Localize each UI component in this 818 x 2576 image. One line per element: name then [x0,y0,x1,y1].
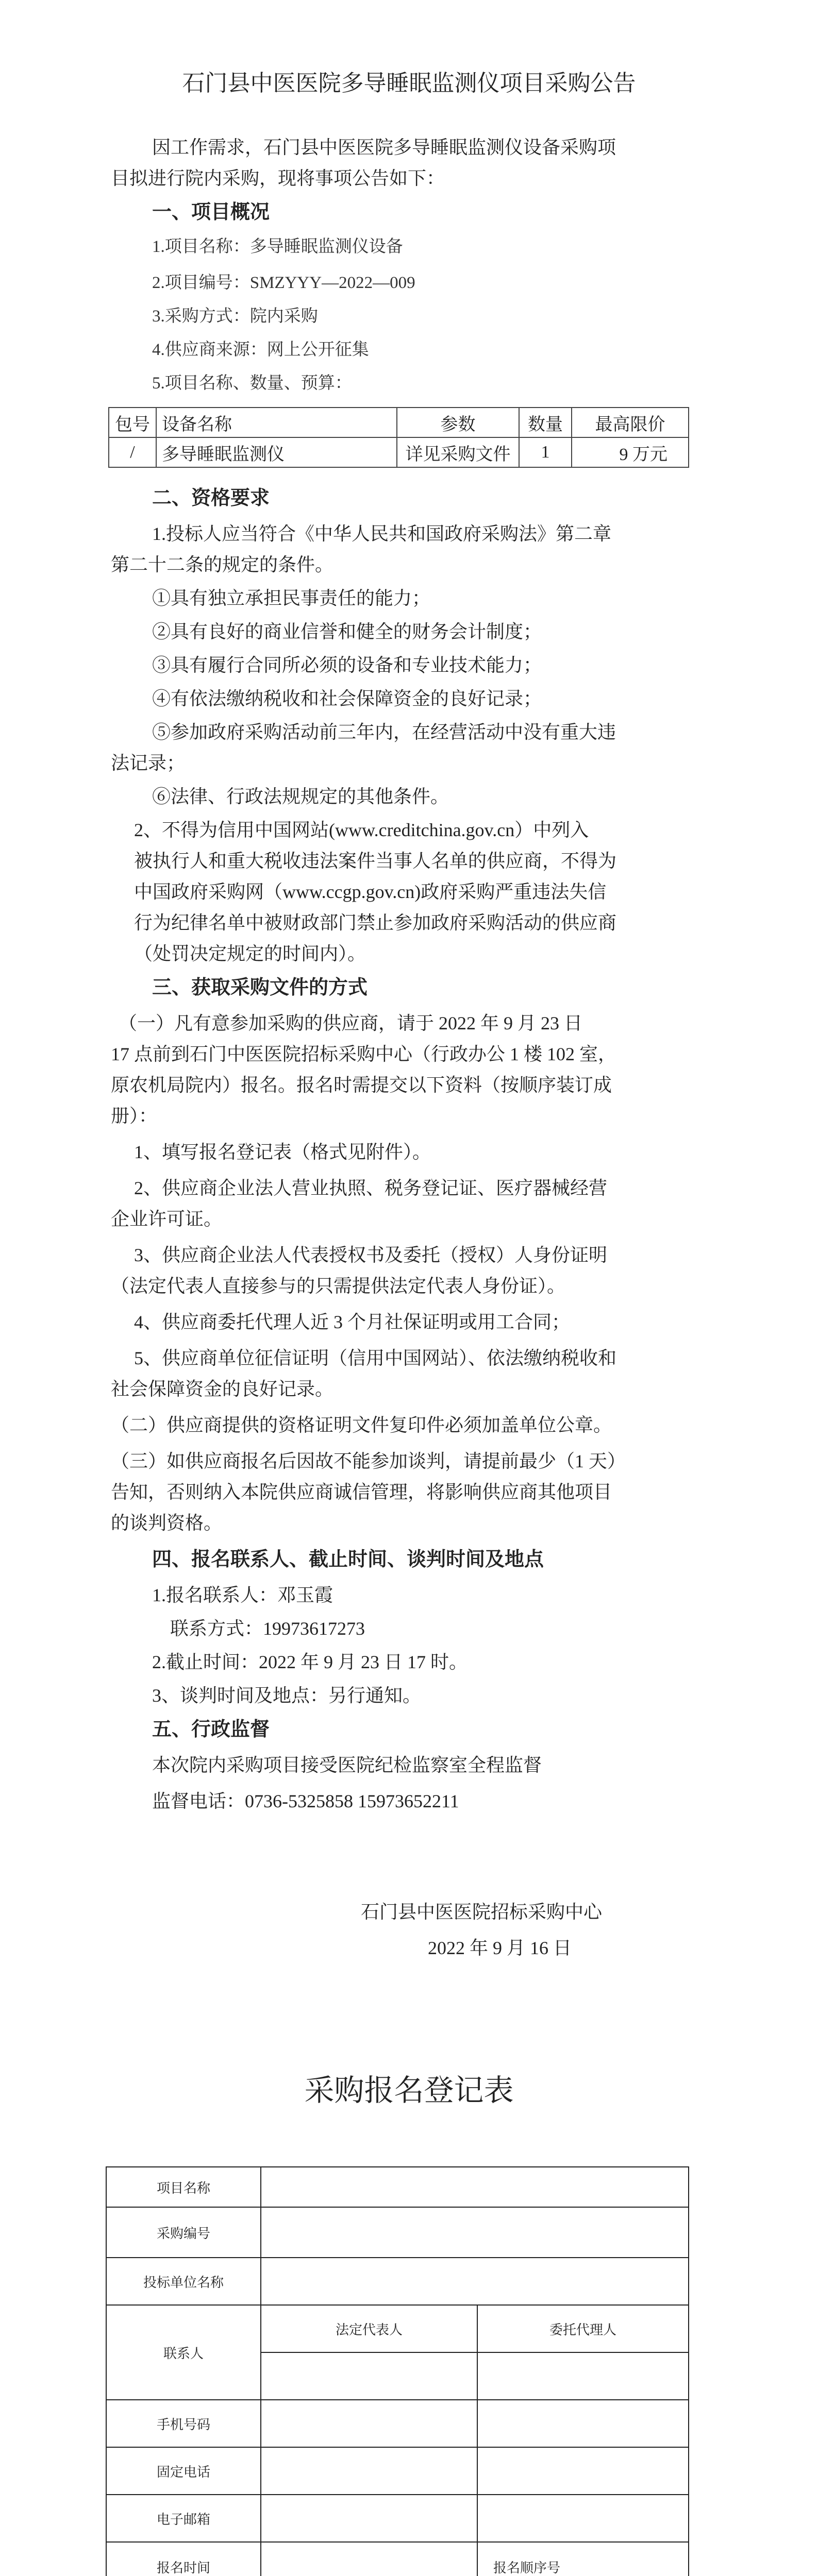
header-params: 参数 [397,408,519,437]
cell-device: 多导睡眠监测仪 [156,437,397,467]
input-legal-rep-landline[interactable] [261,2447,477,2495]
cell-quantity: 1 [519,437,572,467]
header-max-price: 最高限价 [572,408,689,437]
doc-line-12: 社会保障资金的良好记录。 [111,1379,334,1399]
row-contact-header [106,2305,689,2352]
cell-package: / [109,437,156,467]
label-procurement-no: 采购编号 [106,2207,261,2258]
input-agent-email[interactable] [477,2495,689,2542]
qual-line-3: ①具有独立承担民事责任的能力； [152,588,431,608]
supplier-source-line: 4.供应商来源：网上公开征集 [152,341,369,359]
input-agent-mobile[interactable] [477,2400,689,2447]
doc-line-4: 册）： [111,1106,158,1126]
label-reg-order [477,2542,689,2576]
signature-org: 石门县中医医院招标采购中心 [361,1902,603,1922]
registration-table [106,2166,689,2576]
label-landline: 固定电话 [106,2447,261,2495]
qual-line-13: 行为纪律名单中被财政部门禁止参加政府采购活动的供应商 [134,912,617,933]
project-number-line: 2.项目编号：SMZYYY—2022—009 [152,274,415,292]
doc-line-16: 的谈判资格。 [111,1513,223,1533]
label-email: 电子邮箱 [106,2495,261,2542]
supervision-line: 本次院内采购项目接受医院纪检监察室全程监督 [152,1755,542,1775]
registration-form-title: 采购报名登记表 [304,2074,514,2107]
row-landline [106,2447,689,2495]
qual-line-7: ⑤参加政府采购活动前三年内，在经营活动中没有重大违 [152,722,616,742]
deadline-line: 2.截止时间：2022 年 9 月 23 日 17 时。 [152,1652,468,1672]
header-device: 设备名称 [156,408,397,437]
section2-heading: 二、资格要求 [152,487,270,509]
input-legal-rep-name[interactable] [261,2352,477,2400]
qual-line-8: 法记录； [111,753,186,773]
project-table [108,407,689,468]
intro-line-2: 目拟进行院内采购，现将事项公告如下： [111,168,445,189]
negotiation-line: 3、谈判时间及地点：另行通知。 [152,1685,422,1706]
doc-line-1: （一）凡有意参加采购的供应商，请于 2022 年 9 月 23 日 [119,1013,583,1033]
reg-order-label: 报名顺序号 [493,2560,561,2575]
procurement-method-line: 3.采购方式：院内采购 [152,307,318,326]
row-email [106,2495,689,2542]
doc-line-15: 告知，否则纳入本院供应商诚信管理，将影响供应商其他项目 [111,1482,612,1502]
doc-line-13: （二）供应商提供的资格证明文件复印件必须加盖单位公章。 [111,1415,612,1435]
section5-heading: 五、行政监督 [152,1719,270,1740]
input-reg-time[interactable] [261,2542,477,2576]
doc-line-2: 17 点前到石门中医医院招标采购中心（行政办公 1 楼 102 室， [111,1044,617,1064]
section3-heading: 三、获取采购文件的方式 [152,977,368,998]
row-mobile [106,2400,689,2447]
budget-line: 5.项目名称、数量、预算： [152,374,352,393]
doc-line-3: 原农机局院内）报名。报名时需提交以下资料（按顺序装订成 [111,1075,612,1095]
signature-date: 2022 年 9 月 16 日 [428,1938,572,1958]
label-project-name: 项目名称 [106,2167,261,2207]
contact-phone-line: 联系方式：19973617273 [170,1618,365,1639]
doc-line-10: 4、供应商委托代理人近 3 个月社保证明或用工合同； [134,1312,571,1332]
input-legal-rep-email[interactable] [261,2495,477,2542]
input-bidder-name[interactable] [261,2258,689,2305]
section4-heading: 四、报名联系人、截止时间、谈判时间及地点 [152,1549,544,1570]
section1-heading: 一、项目概况 [152,201,270,223]
header-package: 包号 [109,408,156,437]
doc-line-14: （三）如供应商报名后因故不能参加谈判，请提前最少（1 天） [111,1451,626,1471]
doc-line-6: 2、供应商企业法人营业执照、税务登记证、医疗器械经营 [134,1178,608,1198]
doc-line-8: 3、供应商企业法人代表授权书及委托（授权）人身份证明 [134,1245,608,1265]
row-bidder-name [106,2258,689,2305]
project-name-line: 1.项目名称：多导睡眠监测仪设备 [152,238,403,256]
label-contact: 联系人 [106,2305,261,2400]
label-bidder-name: 投标单位名称 [106,2258,261,2305]
row-reg-time [106,2542,689,2576]
supervision-phone-line: 监督电话：0736-5325858 15973652211 [152,1791,459,1811]
doc-line-7: 企业许可证。 [111,1209,223,1229]
qual-line-10: 2、不得为信用中国网站(www.creditchina.gov.cn）中列入 [134,820,589,840]
project-table-row [109,437,689,467]
project-table-header [109,408,689,437]
contact-name-line: 1.报名联系人：邓玉霞 [152,1585,333,1605]
cell-params: 详见采购文件 [397,437,519,467]
qual-line-11: 被执行人和重大税收违法案件当事人名单的供应商，不得为 [134,851,617,871]
label-mobile: 手机号码 [106,2400,261,2447]
qual-line-1: 1.投标人应当符合《中华人民共和国政府采购法》第二章 [152,523,612,544]
cell-max-price: 9 万元 [572,437,689,467]
input-agent-name[interactable] [477,2352,689,2400]
input-agent-landline[interactable] [477,2447,689,2495]
input-project-name[interactable] [261,2167,689,2207]
row-procurement-no [106,2207,689,2258]
input-procurement-no[interactable] [261,2207,689,2258]
label-legal-rep: 法定代表人 [261,2305,477,2352]
qual-line-2: 第二十二条的规定的条件。 [111,554,334,575]
label-agent: 委托代理人 [477,2305,689,2352]
input-legal-rep-mobile[interactable] [261,2400,477,2447]
qual-line-5: ③具有履行合同所必须的设备和专业技术能力； [152,655,542,675]
row-project-name [106,2167,689,2207]
doc-line-11: 5、供应商单位征信证明（信用中国网站）、依法缴纳税收和 [134,1348,617,1368]
doc-line-9: （法定代表人直接参与的只需提供法定代表人身份证）。 [111,1276,566,1296]
intro-line-1: 因工作需求，石门县中医医院多导睡眠监测仪设备采购项 [152,137,616,158]
qual-line-14: （处罚决定规定的时间内）。 [134,943,366,964]
header-quantity: 数量 [519,408,572,437]
qual-line-4: ②具有良好的商业信誉和健全的财务会计制度； [152,621,542,642]
notice-title: 石门县中医医院多导睡眠监测仪项目采购公告 [182,71,636,96]
qual-line-6: ④有依法缴纳税收和社会保障资金的良好记录； [152,688,542,709]
doc-line-5: 1、填写报名登记表（格式见附件）。 [134,1142,431,1162]
qual-line-9: ⑥法律、行政法规规定的其他条件。 [152,786,449,807]
label-reg-time: 报名时间 [106,2542,261,2576]
qual-line-12: 中国政府采购网（www.ccgp.gov.cn)政府采购严重违法失信 [134,882,607,902]
